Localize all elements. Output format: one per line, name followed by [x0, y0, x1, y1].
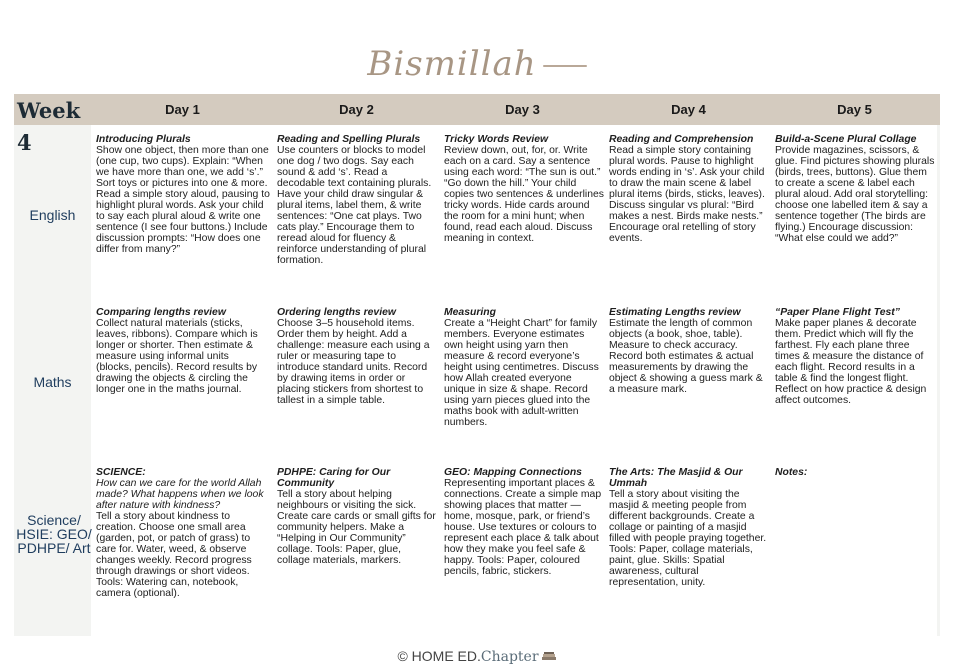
lesson-cell-maths-day2: [277, 307, 436, 452]
lesson-title: GEO: Mapping Connections: [444, 467, 582, 478]
page-title: Bismillah: [0, 44, 954, 84]
subject-label-science-hsie: Science/ HSIE: GEO/ PDHPE/ Art: [16, 512, 92, 556]
lesson-title: “Paper Plane Flight Test”: [775, 307, 900, 318]
lesson-body: Show one object, then more than one (one cup, two cups). Explain: “When we have more than one, we add ‘s’.” Sort toys or pictures into one & more. Read a simple story aloud, pausing to highlight plural words. Ask your child to say each plural aloud & write one sentence (I see four buttons.) Include discussion prompts: “How does one differ from many?”: [96, 145, 270, 255]
lesson-body: Use counters or blocks to model one dog / two dogs. Say each sound & add ‘s’. Read a decodable text containing plurals. Have your child draw singular & plural items, label them, & write sentences: “One cat plays. Two cats play.” Encourage them to reread aloud for fluency & reinforce understanding of plural formation.: [277, 145, 432, 266]
lesson-body: Create a “Height Chart” for family members. Everyone estimates own height using yarn then measure & record everyone’s height using centimetres. Discuss how Allah created everyone unique in size & shape. Record using yarn pieces glued into the maths book with adult-written numbers.: [444, 318, 599, 428]
lesson-cell-notes-day5: [775, 467, 935, 617]
lesson-cell-maths-day1: [96, 307, 266, 452]
lesson-title: SCIENCE:: [96, 467, 146, 478]
lesson-subtitle: How can we care for the world Allah made? What happens when we look after nature with kindness?: [96, 478, 264, 511]
books-icon: [541, 649, 557, 659]
weekly-planner-table: [14, 94, 940, 636]
brand-name: Chapter: [480, 649, 539, 665]
lesson-title: Reading and Comprehension: [609, 134, 754, 145]
notes-label: Notes:: [775, 467, 808, 478]
day-header: Day 3: [505, 102, 540, 117]
lesson-cell-english-day2: [277, 134, 436, 284]
lesson-cell-geo-day3: [444, 467, 604, 617]
lesson-cell-english-day1: [96, 134, 270, 284]
copyright-text: © HOME ED.: [397, 648, 481, 664]
lesson-body: Read a simple story containing plural words. Pause to highlight words ending in ‘s’. Ask your child to draw the main scene & label plural items (birds, sticks, leaves). Discuss singular vs plural: “Bird makes a nest. Birds make nests.” Encourage oral retelling of story events.: [609, 145, 765, 244]
lesson-title: Introducing Plurals: [96, 134, 191, 145]
lesson-title: Reading and Spelling Plurals: [277, 134, 421, 145]
lesson-title: Comparing lengths review: [96, 307, 226, 318]
lesson-title: PDHPE: Caring for Our Community: [277, 467, 391, 489]
lesson-body: Make paper planes & decorate them. Predict which will fly the farthest. Fly each plane three times & measure the distance of each flight. Record results in a table & find the longest flight. Reflect on how practice & design affect outcomes.: [775, 318, 927, 406]
lesson-cell-science-day1: [96, 467, 268, 617]
lesson-cell-pdhpe-day2: [277, 467, 436, 617]
lesson-body: Collect natural materials (sticks, leaves, ribbons). Compare which is longer or shorter. Then estimate & measure using informal units (blocks, pencils). Record results by drawing the objects & circling the longer one in the maths journal.: [96, 318, 258, 395]
lesson-body: Representing important places & connections. Create a simple map showing places that matter — home, mosque, park, or friend’s house. Use textures or colours to represent each place & talk about how they make you feel safe & happy. Tools: Paper, coloured pencils, fabric, stickers.: [444, 478, 602, 577]
subject-label-english: English: [29, 207, 76, 223]
week-label: Week 4: [17, 98, 81, 155]
lesson-body: Estimate the length of common objects (a book, shoe, table). Measure to check accuracy. Record both estimates & actual measurements by drawing the object & showing a guess mark & a measure mark.: [609, 318, 763, 395]
lesson-cell-english-day5: [775, 134, 935, 284]
lesson-title: Measuring: [444, 307, 496, 318]
lesson-cell-english-day4: [609, 134, 769, 284]
lesson-cell-maths-day3: [444, 307, 604, 452]
lesson-body: Review down, out, for, or. Write each on a card. Say a sentence using each word: “The sun is out.” “Go down the hill.” Your child copies two sentences & underlines tricky words. Hide cards around the room for a mini hunt; when found, read each aloud. Discuss meaning in context.: [444, 145, 604, 244]
lesson-body: Tell a story about helping neighbours or visiting the sick. Create care cards or small gifts for community helpers. Make a “Helping in Our Community” collage. Tools: Paper, glue, collage materials, markers.: [277, 489, 436, 566]
lesson-title: Estimating Lengths review: [609, 307, 741, 318]
lesson-cell-maths-day5: [775, 307, 935, 452]
subject-label-maths: Maths: [33, 374, 72, 390]
lesson-title: The Arts: The Masjid & Our Ummah: [609, 467, 743, 489]
day-header: Day 2: [339, 102, 374, 117]
lesson-body: Provide magazines, scissors, & glue. Find pictures showing plurals (birds, trees, buttons). Glue them to create a scene & label each plural aloud. Add oral storytelling: choose one labelled item & say a sentence together (The birds are flying.) Encourage discussion: “What else could we add?”: [775, 145, 935, 244]
day-header: Day 4: [671, 102, 706, 117]
day-header: Day 1: [165, 102, 200, 117]
lesson-body: Choose 3–5 household items. Order them by height. Add a challenge: measure each using a ruler or measuring tape to introduce standard units. Record by drawing items in order or placing stickers from shortest to tallest in a simple table.: [277, 318, 430, 406]
lesson-cell-arts-day4: [609, 467, 769, 617]
lesson-cell-maths-day4: [609, 307, 769, 452]
lesson-title: Build-a-Scene Plural Collage: [775, 134, 917, 145]
title-swash-decoration: [543, 65, 587, 67]
lesson-body: Tell a story about kindness to creation. Choose one small area (garden, pot, or patch of grass) to care for. Water, weed, & observe changes weekly. Record progress through drawings or short videos. Tools: Watering can, notebook, camera (optional).: [96, 511, 252, 599]
footer-credit: [0, 648, 954, 665]
lesson-cell-english-day3: [444, 134, 604, 284]
lesson-title: Ordering lengths review: [277, 307, 396, 318]
lesson-body: Tell a story about visiting the masjid & meeting people from different backgrounds. Create a collage or painting of a masjid filled with people praying together. Tools: Paper, collage materials, paint, glue. Skills: Spatial awareness, cultural representation, unity.: [609, 489, 767, 588]
day-header: Day 5: [837, 102, 872, 117]
lesson-title: Tricky Words Review: [444, 134, 549, 145]
